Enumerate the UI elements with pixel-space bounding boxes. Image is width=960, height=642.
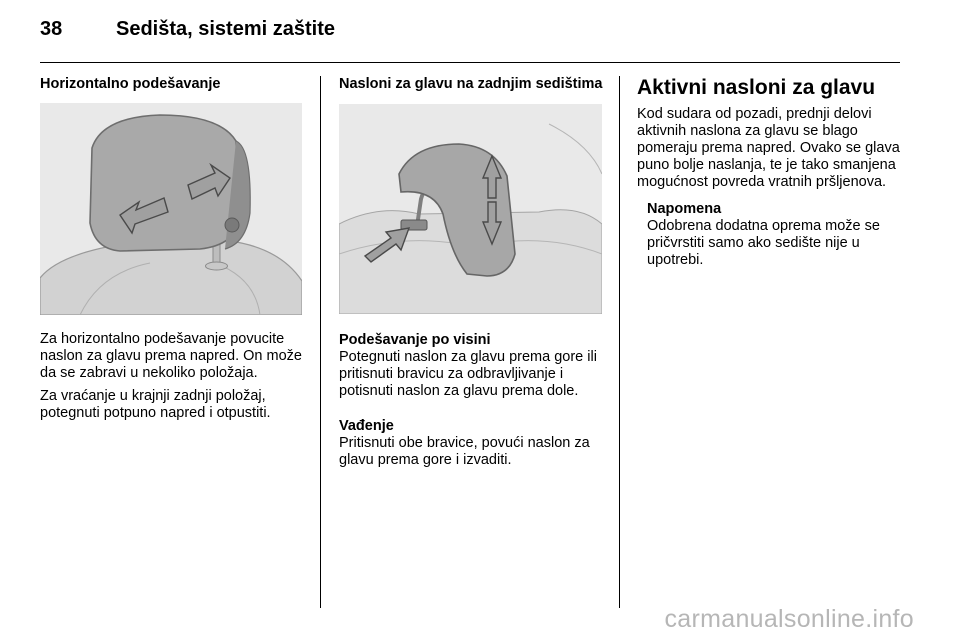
- subsection-heading: Vađenje: [339, 418, 394, 434]
- paragraph: Pritisnuti obe bravice, povući naslon za glavu prema gore i izvaditi.: [339, 435, 590, 468]
- rear-headrest-illustration: [339, 104, 602, 314]
- watermark: carmanualsonline.info: [664, 605, 914, 633]
- paragraph: Potegnuti naslon za glavu prema gore ili pritisnuti bravicu za odbravljivanje i potisnuti naslon za glavu prema dole.: [339, 349, 597, 399]
- section-heading: Horizontalno podešavanje: [40, 76, 221, 92]
- column-rear-headrests: [339, 76, 604, 469]
- column-horizontal-adjustment: [40, 76, 304, 422]
- column-active-headrests: [637, 76, 907, 269]
- column-divider: [619, 76, 620, 608]
- chapter-title: Sedišta, sistemi zaštite: [116, 18, 335, 40]
- paragraph: Za vraćanje u krajnji zadnji položaj, potegnuti potpuno napred i otpustiti.: [40, 388, 271, 421]
- section-heading: Nasloni za glavu na zadnjim sedištima: [339, 76, 603, 92]
- note-title: Napomena: [647, 201, 722, 217]
- paragraph: Kod sudara od pozadi, prednji delovi aktivnih naslona za glavu se blago pomeraju prema napred. Ovako se glava puno bolje naslanja, te je tako smanjena mogućnost povreda vratnih pršljenova.: [637, 106, 900, 190]
- column-divider: [320, 76, 321, 608]
- page-number: 38: [40, 18, 63, 40]
- paragraph: Za horizontalno podešavanje povucite naslon za glavu prema napred. On može da se zabravi u nekoliko položaja.: [40, 331, 302, 381]
- note-text: Odobrena dodatna oprema može se pričvrstiti samo ako sedište nije u upotrebi.: [647, 218, 880, 268]
- headrest-horizontal-illustration: [40, 103, 302, 315]
- page-header: [40, 18, 920, 48]
- note-box: [647, 201, 907, 269]
- header-rule: [40, 62, 900, 63]
- subsection-heading: Podešavanje po visini: [339, 332, 491, 348]
- section-heading: Aktivni nasloni za glavu: [637, 76, 876, 99]
